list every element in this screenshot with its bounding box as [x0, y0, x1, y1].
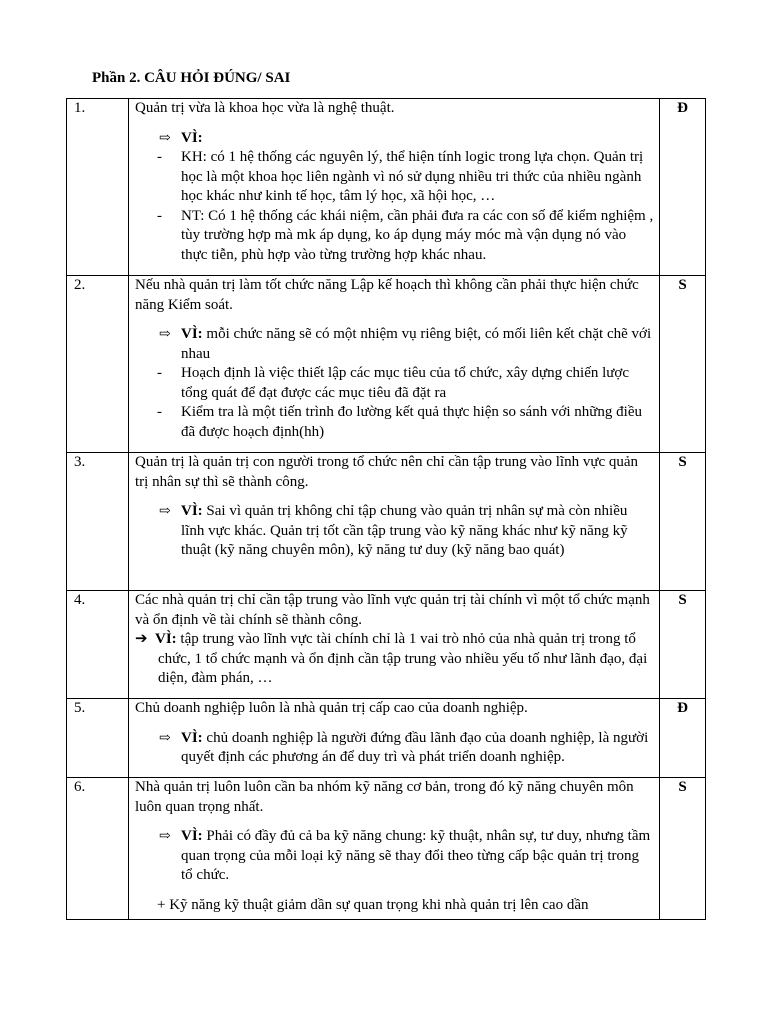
arrow-right-icon: ⇨ [159, 327, 171, 342]
table-row [67, 699, 706, 778]
table-row [67, 99, 706, 276]
dash-icon: - [157, 365, 162, 381]
question-text: Nếu nhà quản trị làm tốt chức năng Lập kế hoạch thì không cần phải thực hiện chức năng Kiểm soát. [135, 277, 639, 313]
list-item [135, 364, 654, 403]
reason [135, 325, 654, 364]
reason-label: VÌ: [181, 326, 203, 342]
dash-icon: - [157, 404, 162, 420]
question-number: 4. [67, 591, 129, 699]
question-content [129, 276, 660, 453]
answer-cell: S [660, 778, 706, 920]
reason-text: tập trung vào lĩnh vực tài chính chỉ là 1 vai trò nhỏ của nhà quản trị trong tổ chức, 1 tổ chức mạnh và ổn định cần tập trung vào nhiều yếu tố như lãnh đạo, đại diện, đàm phán, … [158, 631, 648, 686]
reason-label: VÌ: [155, 631, 177, 647]
answer-cell: Đ [660, 699, 706, 778]
bullet-list [135, 148, 654, 265]
reason [135, 827, 654, 886]
reason-text: chủ doanh nghiệp là người đứng đầu lãnh đạo của doanh nghiệp, là người quyết định các phương án để duy trì và phát triển doanh nghiệp. [181, 729, 649, 765]
reason [135, 729, 654, 768]
bullet-text: Hoạch định là việc thiết lập các mục tiêu của tổ chức, xây dựng chiến lược tổng quát để đạt được các mục tiêu đã đặt ra [181, 365, 629, 401]
reason [135, 502, 654, 561]
answer-cell: S [660, 276, 706, 453]
reason-label: VÌ: [181, 729, 203, 746]
reason [135, 630, 654, 689]
arrow-right-icon: ➔ [135, 631, 148, 647]
question-number: 3. [67, 453, 129, 591]
question-text: Chủ doanh nghiệp luôn là nhà quản trị cấp cao của doanh nghiệp. [135, 700, 528, 716]
section-title: Phần 2. CÂU HỎI ĐÚNG/ SAI [92, 70, 291, 86]
list-item [135, 207, 654, 266]
list-item [135, 148, 654, 207]
bullet-list [135, 364, 654, 442]
arrow-right-icon: ⇨ [159, 504, 171, 519]
bullet-text: Kiểm tra là một tiến trình đo lường kết quả thực hiện so sánh với những điều đã được hoạch định(hh) [181, 404, 643, 440]
bullet-text: NT: Có 1 hệ thống các khái niệm, cần phải đưa ra các con số để kiểm nghiệm , tùy trường hợp mà mk áp dụng, ko áp dụng máy móc mà vận dụng nó vào thực tiễn, phù hợp vào từng trường hợp khác nhau. [181, 207, 654, 263]
skill-note: + Kỹ năng kỹ thuật giảm dần sự quan trọng khi nhà quản trị lên cao dần [157, 896, 589, 913]
question-content [129, 778, 660, 920]
arrow-right-icon: ⇨ [159, 829, 171, 844]
table-row [67, 591, 706, 699]
question-number: 5. [67, 699, 129, 778]
question-number: 2. [67, 276, 129, 453]
reason-text: Sai vì quản trị không chỉ tập chung vào quản trị nhân sự mà còn nhiều lĩnh vực khác. Quản trị tốt cần tập trung vào kỹ năng khác như kỹ năng kỹ thuật (kỹ năng chuyên môn), kỹ năng tư duy (kỹ năng bao quát) [181, 503, 628, 558]
reason [135, 129, 654, 149]
table-row [67, 276, 706, 453]
question-content [129, 591, 660, 699]
question-number: 1. [67, 99, 129, 276]
dash-icon: - [157, 149, 162, 165]
answer-cell: S [660, 591, 706, 699]
bullet-text: KH: có 1 hệ thống các nguyên lý, thể hiện tính logic trong lựa chọn. Quản trị học là một khoa học liên ngành vì nó sử dụng nhiều tri thức của nhiều ngành học khác như kinh tế học, tâm lý học, xã hội học, … [181, 149, 644, 204]
arrow-right-icon: ⇨ [159, 730, 171, 746]
question-content [129, 453, 660, 591]
table-row [67, 778, 706, 920]
true-false-table [66, 98, 706, 920]
question-content [129, 699, 660, 778]
arrow-right-icon: ⇨ [159, 130, 171, 146]
question-text: Các nhà quản trị chỉ cần tập trung vào lĩnh vực quản trị tài chính vì một tổ chức mạnh và ổn định về tài chính sẽ thành công. [135, 592, 650, 628]
answer-cell: Đ [660, 99, 706, 276]
question-text: Quản trị vừa là khoa học vừa là nghệ thuật. [135, 100, 395, 116]
table-row [67, 453, 706, 591]
question-text: Quản trị là quản trị con người trong tổ chức nên chỉ cần tập trung vào lĩnh vực quản trị nhân sự thì sẽ thành công. [135, 454, 639, 490]
reason-text: mỗi chức năng sẽ có một nhiệm vụ riêng biệt, có mối liên kết chặt chẽ với nhau [181, 326, 652, 362]
reason-label: VÌ: [181, 129, 203, 146]
reason-label: VÌ: [181, 503, 203, 519]
answer-cell: S [660, 453, 706, 591]
dash-icon: - [157, 207, 162, 224]
question-text: Nhà quản trị luôn luôn cần ba nhóm kỹ năng cơ bản, trong đó kỹ năng chuyên môn luôn quan trọng nhất. [135, 779, 634, 815]
question-content [129, 99, 660, 276]
reason-text: Phải có đầy đủ cả ba kỹ năng chung: kỹ thuật, nhân sự, tư duy, nhưng tầm quan trọng của mỗi loại kỹ năng sẽ thay đổi theo từng cấp bậc quản trị trong tổ chức. [181, 828, 651, 883]
list-item [135, 403, 654, 442]
reason-label: VÌ: [181, 828, 203, 844]
question-number: 6. [67, 778, 129, 920]
